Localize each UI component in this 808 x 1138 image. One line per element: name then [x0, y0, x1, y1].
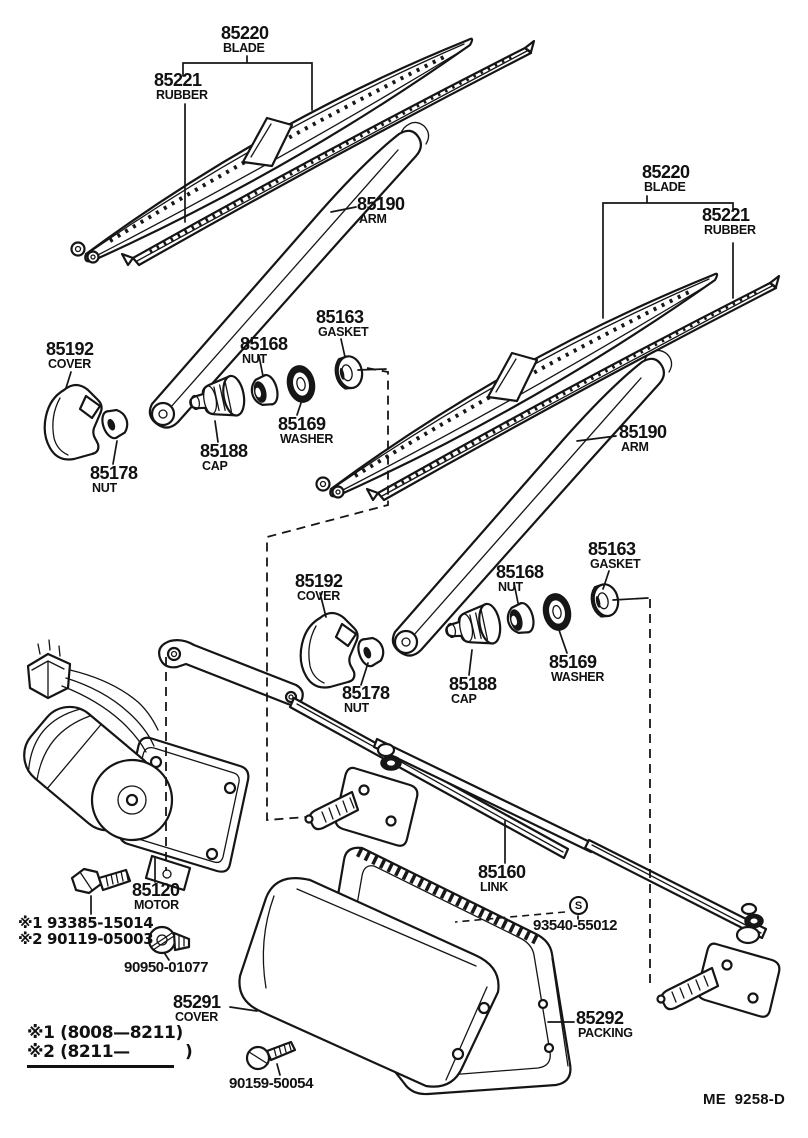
right-pivot-drawing: [658, 904, 780, 1017]
label-cap-right: [449, 676, 497, 706]
label-s-part-number: 93540-55012: [533, 917, 618, 934]
part-name: NUT: [344, 701, 369, 715]
label-pivot-nut-left: [240, 336, 288, 366]
label-cover-right: [295, 573, 343, 603]
part-name: COVER: [175, 1010, 218, 1024]
label-rubber-right: [702, 207, 756, 237]
part-name: NUT: [92, 481, 117, 495]
label-washer-right: [549, 654, 604, 684]
label-gasket-left: [316, 309, 368, 339]
part-number: 85169: [278, 414, 326, 434]
label-cover-large: [173, 994, 221, 1024]
part-name: GASKET: [318, 325, 369, 339]
part-name: BLADE: [223, 41, 265, 55]
part-number: 85178: [342, 683, 390, 703]
label-arm-nut-right: [342, 685, 390, 715]
s-marker-badge: [569, 896, 588, 915]
label-pivot-nut-right: [496, 564, 544, 594]
part-number: 85188: [200, 441, 248, 461]
part-name: RUBBER: [704, 223, 756, 237]
label-bolt-note-1: ※1 93385-15014: [18, 914, 154, 932]
grommet-drawing: [149, 927, 189, 953]
label-blade-right: [642, 164, 690, 194]
part-name: WASHER: [551, 670, 605, 684]
label-packing: [576, 1010, 633, 1040]
label-motor: [132, 882, 180, 912]
bolt-drawing: [72, 869, 130, 893]
part-number: 85178: [90, 463, 138, 483]
part-number: 85169: [549, 652, 597, 672]
legend-line-1: ※1 (8008—8211): [27, 1023, 183, 1043]
label-arm-nut-left: [90, 465, 138, 495]
label-washer-left: [278, 416, 333, 446]
part-name: CAP: [202, 459, 228, 473]
part-name: LINK: [480, 880, 508, 894]
part-number: 85188: [449, 674, 497, 694]
part-name: CAP: [451, 692, 477, 706]
part-number: 85221: [702, 205, 750, 225]
label-gasket-right: [588, 541, 640, 571]
figure-code: ME 9258-D: [703, 1091, 786, 1108]
part-number: 85168: [240, 334, 288, 354]
label-rubber-left: [154, 72, 208, 102]
label-screw-number: 90159-50054: [229, 1075, 314, 1092]
part-name: COVER: [297, 589, 340, 603]
part-name: COVER: [48, 357, 91, 371]
part-number: 85292: [576, 1008, 624, 1028]
part-number: 85192: [295, 571, 343, 591]
label-arm-right: [619, 424, 667, 454]
part-name: PACKING: [578, 1026, 633, 1040]
label-arm-left: [357, 196, 405, 226]
label-cover-left: [46, 341, 94, 371]
s-marker-letter: S: [574, 899, 583, 912]
label-blade-left: [221, 25, 269, 55]
motor-drawing: [12, 640, 303, 890]
label-bolt-note-2: ※2 90119-05003: [18, 930, 154, 948]
part-name: ARM: [359, 212, 387, 226]
part-number: 85221: [154, 70, 202, 90]
label-cap-left: [200, 443, 248, 473]
part-number: 85291: [173, 992, 221, 1012]
part-name: WASHER: [280, 432, 334, 446]
part-name: MOTOR: [134, 898, 179, 912]
part-number: 85160: [478, 862, 526, 882]
part-number: 85190: [619, 422, 667, 442]
part-number: 85220: [221, 23, 269, 43]
part-number: 85220: [642, 162, 690, 182]
part-number: 85120: [132, 880, 180, 900]
part-number: 85190: [357, 194, 405, 214]
label-grommet-number: 90950-01077: [124, 959, 209, 976]
part-number: 85168: [496, 562, 544, 582]
part-name: GASKET: [590, 557, 641, 571]
part-number: 85163: [588, 539, 636, 559]
legend-underline: [27, 1065, 174, 1068]
part-name: NUT: [242, 352, 267, 366]
part-name: ARM: [621, 440, 649, 454]
part-number: 85192: [46, 339, 94, 359]
legend-line-2: ※2 (8211— ): [27, 1042, 193, 1062]
part-name: BLADE: [644, 180, 686, 194]
part-name: RUBBER: [156, 88, 208, 102]
part-name: NUT: [498, 580, 523, 594]
screw-drawing: [247, 1042, 295, 1069]
label-link: [478, 864, 526, 894]
part-number: 85163: [316, 307, 364, 327]
